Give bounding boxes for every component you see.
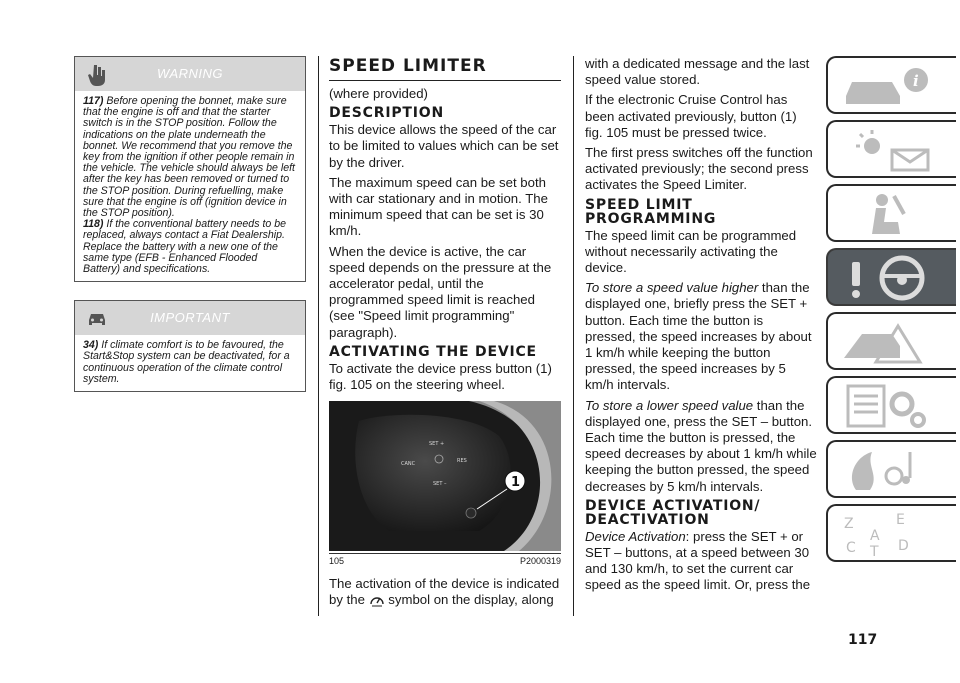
- set-minus-label: SET –: [433, 481, 447, 488]
- figure-code: P2000319: [519, 556, 561, 567]
- figure-caption: [329, 553, 561, 566]
- warning-header: [75, 57, 305, 91]
- column-divider-2: [573, 56, 574, 616]
- speed-limiter-button-icon: [466, 508, 476, 518]
- left-column: [74, 56, 306, 410]
- activating-paragraph-2: The activation of the device is indicated by the symbol on the display, along: [329, 576, 560, 608]
- svg-text:Z: Z: [844, 516, 854, 532]
- emergency-triangle-icon: [836, 318, 946, 366]
- warning-body: [75, 91, 305, 281]
- programming-paragraph-1: The speed limit can be programmed without necessarily activating the device.: [585, 227, 797, 276]
- description-paragraph-1: This device allows the speed of the car to be limited to values which can be set by the driver.: [329, 122, 559, 170]
- col3-paragraph-3: The first press switches off the function activated previously; the second press activates the Speed Limiter.: [585, 145, 813, 193]
- tab-servicing-and-care[interactable]: [826, 376, 956, 434]
- svg-text:E: E: [896, 512, 905, 528]
- important-body: [75, 335, 305, 391]
- warning-lights-icon: [836, 126, 946, 174]
- canc-label: CANC: [401, 461, 416, 468]
- activating-heading: ACTIVATING THE DEVICE: [329, 343, 537, 360]
- figure-number: 105: [329, 556, 345, 567]
- tab-knowing-your-car[interactable]: [826, 56, 956, 114]
- col3-paragraph-2: If the electronic Cruise Control has been activated previously, button (1) fig. 105 must be pressed twice.: [585, 92, 797, 140]
- set-plus-label: SET +: [429, 441, 445, 448]
- important-note-34: 34) If climate comfort is to be favoured, the Start&Stop system can be deactivated, for a continuous operation of the climate control system.: [83, 339, 290, 385]
- svg-text:C: C: [846, 540, 856, 556]
- chapter-tabs: [826, 56, 956, 568]
- warning-box: [74, 56, 306, 282]
- col3-paragraph-1: with a dedicated message and the last speed value stored.: [585, 56, 810, 88]
- tab-multimedia[interactable]: [826, 504, 956, 562]
- programming-heading: SPEED LIMIT PROGRAMMING: [585, 196, 717, 227]
- key-steering-wheel-icon: [836, 254, 946, 302]
- steering-wheel-buttons-photo: [329, 401, 561, 551]
- tab-starting-and-driving[interactable]: [826, 248, 956, 306]
- middle-column: [329, 56, 561, 613]
- section-subtitle: (where provided): [329, 86, 428, 101]
- tab-safety[interactable]: [826, 184, 956, 242]
- svg-text:A: A: [870, 528, 880, 544]
- store-lower-paragraph: To store a lower speed value than the displayed one, press the SET – button. Each time the button is pressed, the speed decreases by about 1 km/h while keeping the button pressed, the speed decreases by 5 km/h intervals.: [585, 397, 817, 494]
- multimedia-icon: [836, 510, 946, 558]
- res-label: RES: [457, 458, 467, 465]
- tab-in-an-emergency[interactable]: [826, 312, 956, 370]
- technical-data-icon: [836, 446, 946, 494]
- warning-note-117: 117) Before opening the bonnet, make sure that the engine is off and that the starter switch is in the STOP position. Follow the indications on the plate underneath the bonnet. We recommend that you remove the key from the ignition if other people remain in the vehicle. The vehicle should always be left after the key has been removed or turned to the STOP position. During refuelling, make sure that the engine is off (ignition device in the STOP position).: [83, 95, 295, 220]
- svg-text:T: T: [870, 544, 879, 558]
- svg-text:D: D: [898, 538, 909, 554]
- speed-limiter-symbol-icon: [369, 593, 385, 607]
- svg-text:i: i: [913, 72, 919, 90]
- right-column: [585, 56, 817, 598]
- important-box: [74, 300, 306, 392]
- important-title: IMPORTANT: [150, 310, 230, 326]
- important-header: [75, 301, 305, 335]
- activating-paragraph-1: To activate the device press button (1) fig. 105 on the steering wheel.: [329, 360, 552, 393]
- section-title: SPEED LIMITER: [329, 56, 561, 81]
- deactivation-heading: DEVICE ACTIVATION/ DEACTIVATION: [585, 497, 761, 528]
- tab-warning-lights[interactable]: [826, 120, 956, 178]
- figure-105: [329, 401, 561, 566]
- description-heading: DESCRIPTION: [329, 105, 444, 122]
- page-number: 117: [848, 632, 878, 648]
- seat-airbag-icon: [836, 190, 946, 238]
- warning-title: WARNING: [156, 66, 224, 81]
- callout-number: 1: [511, 475, 521, 491]
- car-info-icon: [836, 62, 946, 110]
- warning-note-118: 118) If the conventional battery needs to be replaced, always contact a Fiat Dealership. Replace the battery with a new one of the same type (EFB - Enhanced Flooded Battery) and specifications.: [83, 218, 287, 276]
- car-maintenance-icon: [836, 382, 946, 430]
- description-paragraph-2: The maximum speed can be set both with car stationary and in motion. The minimum speed that can be set is 30 km/h.: [329, 174, 548, 239]
- column-divider-1: [318, 56, 319, 616]
- store-higher-paragraph: To store a speed value higher than the displayed one, briefly press the SET + button. Each time the button is pressed, the speed increases by about 1 km/h while keeping the button pressed, the speed increases by 5 km/h intervals.: [585, 280, 812, 393]
- device-activation-paragraph: Device Activation: press the SET + or SET – buttons, at a speed between 30 and 130 km/h, to set the current car speed as the speed limit. Or, press the: [585, 528, 811, 593]
- tab-technical-data[interactable]: [826, 440, 956, 498]
- description-paragraph-3: When the device is active, the car speed depends on the pressure at the accelerator pedal, until the programmed speed limit is reached (see "Speed limit programming" paragraph).: [329, 243, 552, 340]
